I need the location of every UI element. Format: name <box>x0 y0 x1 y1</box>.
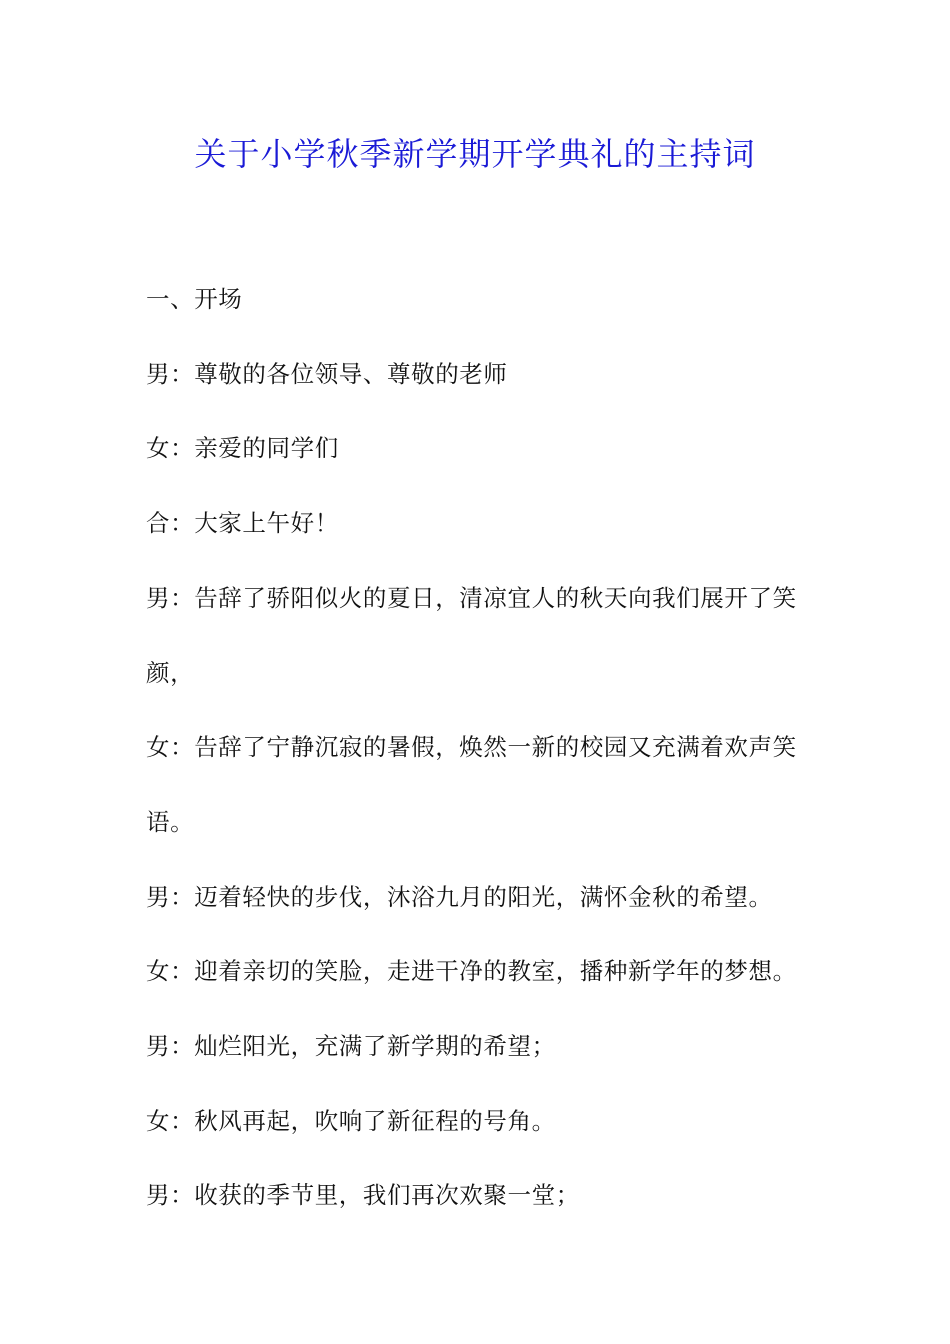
paragraph-section-heading: 一、开场 <box>146 285 243 313</box>
paragraph: 男：灿烂阳光，充满了新学期的希望； <box>146 1032 556 1061</box>
paragraph: 男：告辞了骄阳似火的夏日，清凉宜人的秋天向我们展开了笑颜， <box>146 583 797 687</box>
paragraph: 男：迈着轻快的步伐，沐浴九月的阳光，满怀金秋的希望。 <box>146 882 773 911</box>
paragraph: 女：迎着亲切的笑脸，走进干净的教室，播种新学年的梦想。 <box>146 957 797 986</box>
document-title: 关于小学秋季新学期开学典礼的主持词 <box>194 135 756 173</box>
paragraph: 女：秋风再起，吹响了新征程的号角。 <box>146 1106 556 1135</box>
paragraph: 男：收获的季节里，我们再次欢聚一堂； <box>146 1181 580 1210</box>
paragraph: 女：亲爱的同学们 <box>146 434 339 463</box>
paragraph: 合：大家上午好！ <box>146 509 339 538</box>
document-body <box>146 262 811 1233</box>
paragraph: 女：告辞了宁静沉寂的暑假，焕然一新的校园又充满着欢声笑语。 <box>146 733 797 836</box>
paragraph: 男：尊敬的各位领导、尊敬的老师 <box>146 359 508 388</box>
